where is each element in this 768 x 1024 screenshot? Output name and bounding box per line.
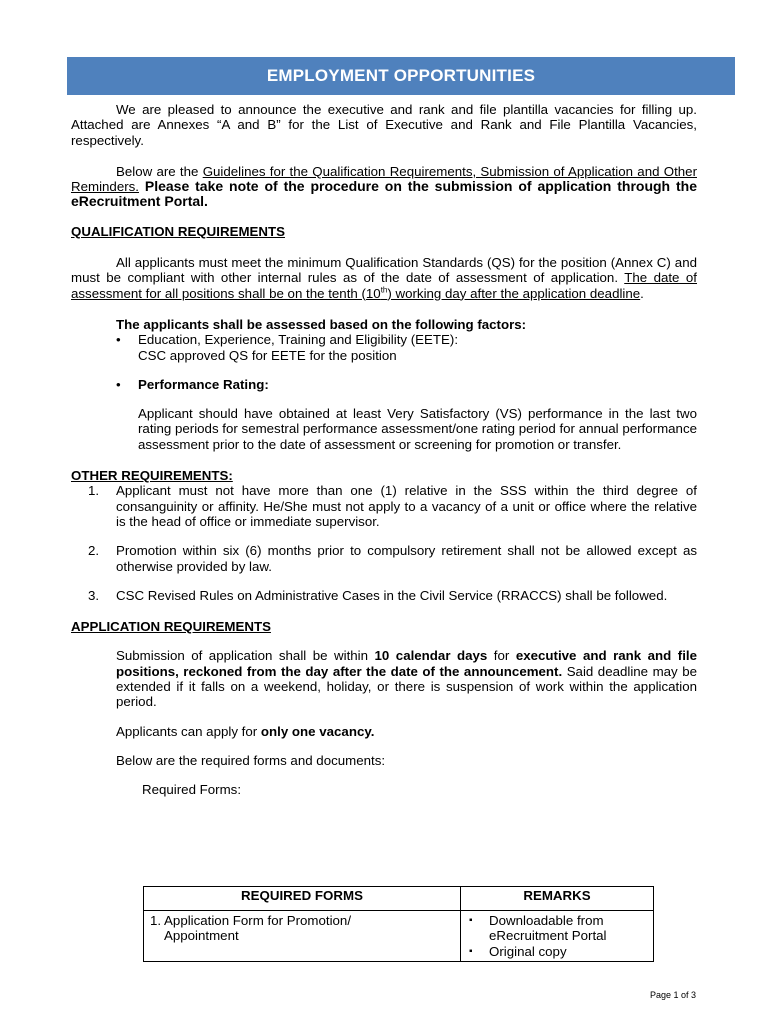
application-heading: APPLICATION REQUIREMENTS	[71, 619, 271, 635]
header-required-forms: REQUIRED FORMS	[144, 887, 461, 911]
item-number: 2.	[88, 543, 100, 559]
page-number: Page 1 of 3	[650, 990, 697, 1000]
factors-list	[71, 332, 697, 392]
bullet-icon: •	[116, 376, 121, 392]
ordinal-suffix: th	[380, 285, 388, 295]
other-requirement-item	[71, 588, 697, 603]
form-name-cont: Appointment	[164, 928, 239, 944]
qualification-paragraph	[71, 255, 697, 301]
qualification-end: .	[640, 285, 644, 301]
app-text-c: for	[487, 648, 516, 664]
guidelines-lead: Below are the	[116, 163, 203, 179]
square-bullet-icon: ▪	[469, 945, 473, 957]
factor-eete-detail: CSC approved QS for EETE for the position	[138, 347, 397, 363]
one-vacancy-lead: Applicants can apply for	[116, 723, 261, 739]
remark-item	[467, 913, 649, 944]
qualification-heading: QUALIFICATION REQUIREMENTS	[71, 223, 285, 239]
table-row	[144, 911, 654, 962]
other-requirement-item	[71, 543, 697, 574]
remark-text: Downloadable from eRecruitment Portal	[489, 913, 607, 944]
remarks-cell	[461, 911, 654, 962]
factor-performance-title: Performance Rating:	[138, 376, 269, 392]
guidelines-bold-note: Please take note of the procedure on the submission of application through the eRecruitment Portal.	[71, 178, 697, 210]
app-deadline: 10 calendar days	[374, 648, 488, 664]
other-requirement-item	[71, 483, 697, 529]
one-vacancy-bold: only one vacancy.	[260, 723, 375, 739]
square-bullet-icon: ▪	[469, 915, 473, 926]
factors-intro: The applicants shall be assessed based on the following factors:	[116, 316, 527, 332]
forms-intro: Below are the required forms and documents:	[116, 752, 386, 768]
remark-item	[467, 944, 649, 959]
app-positions: executive and rank and file positions, reckoned from the day after the date of the announcement.	[116, 648, 698, 679]
factor-performance	[71, 377, 697, 392]
item-text: Promotion within six (6) months prior to compulsory retirement shall not be allowed except as otherwise provided by law.	[116, 543, 697, 574]
required-forms-label: Required Forms:	[142, 782, 242, 798]
other-requirements-heading: OTHER REQUIREMENTS:	[71, 468, 233, 484]
app-text-e: Said deadline may be extended if it falls on a weekend, holiday, or there is suspension of work within the application period.	[116, 663, 697, 710]
factor-eete	[71, 332, 697, 363]
page-title: EMPLOYMENT OPPORTUNITIES	[266, 66, 536, 85]
bullet-icon: •	[116, 332, 121, 348]
item-text: Applicant must not have more than one (1) relative in the SSS within the third degree of consanguinity or affinity. He/She must not apply to a vacancy of a unit or office where the relative is the head of office or immediate supervisor.	[116, 483, 697, 529]
item-number: 3.	[88, 587, 100, 603]
one-vacancy-paragraph	[116, 724, 697, 739]
performance-paragraph: Applicant should have obtained at least Very Satisfactory (VS) performance in the last two rating periods for semestral performance assessment/one rating period for annual performance assessment prior to the date of assessment or screening for promotion or transfer.	[138, 406, 697, 452]
intro-paragraph: We are pleased to announce the executive and rank and file plantilla vacancies for filling up. Attached are Annexes “A and B” for the List of Executive and Rank and File Plantilla Vacancies, respectively.	[71, 102, 697, 148]
guidelines-paragraph	[71, 164, 697, 210]
page-title-banner	[67, 57, 735, 95]
item-number: 1.	[88, 483, 100, 499]
header-remarks: REMARKS	[461, 887, 654, 911]
qualification-plain: All applicants must meet the minimum Qualification Standards (QS) for the position (Annex C) and must be compliant with other internal rules as of the date of assessment of application.	[71, 255, 697, 286]
assessment-date-part1: The date of assessment for all positions shall be on the tenth (10	[71, 270, 697, 301]
other-requirements-list	[71, 483, 697, 603]
application-paragraph	[116, 648, 697, 709]
table-header-row	[144, 887, 654, 911]
item-text: CSC Revised Rules on Administrative Cases in the Civil Service (RRACCS) shall be followed.	[116, 587, 668, 603]
guidelines-underlined: Guidelines for the Qualification Requirements, Submission of Application and Other Reminders.	[71, 163, 697, 195]
form-cell	[144, 911, 461, 962]
form-name: 1. Application Form for Promotion/	[150, 913, 352, 928]
document-body	[71, 102, 697, 798]
assessment-date-part2: ) working day after the application deadline	[387, 285, 641, 301]
factor-eete-title: Education, Experience, Training and Eligibility (EETE):	[138, 332, 459, 348]
app-text-a: Submission of application shall be within	[116, 648, 375, 664]
required-forms-table	[143, 886, 654, 962]
remark-text: Original copy	[489, 943, 567, 959]
